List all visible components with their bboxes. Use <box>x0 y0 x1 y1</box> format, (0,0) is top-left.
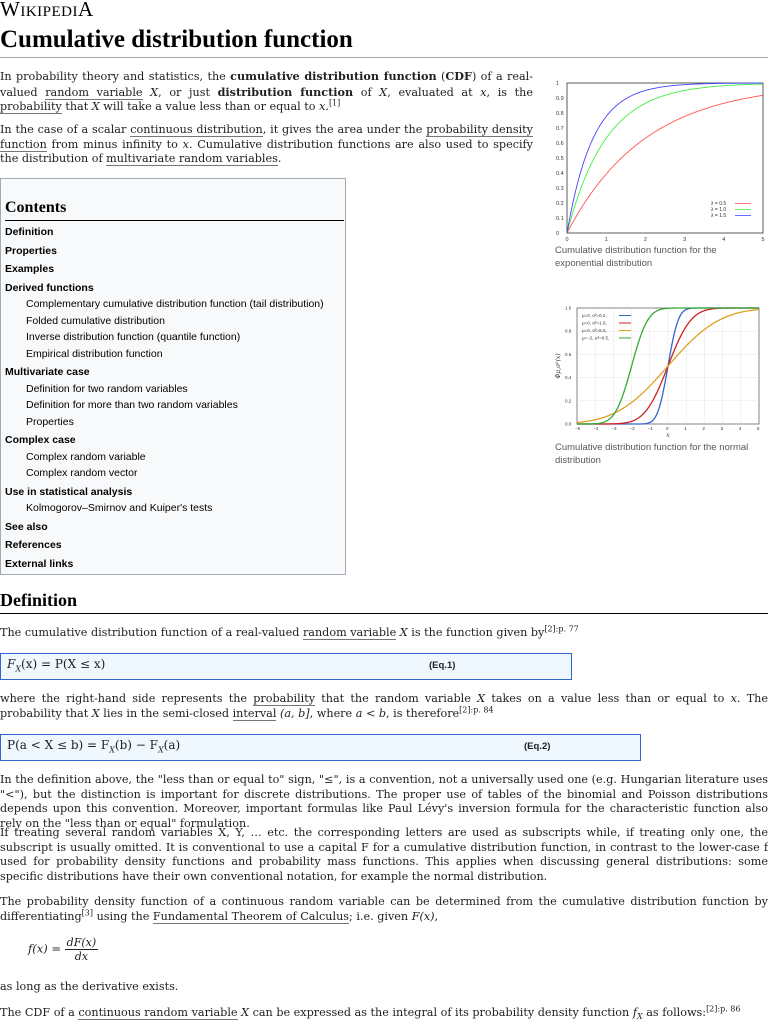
exp-xtick-label: 4 <box>722 237 726 243</box>
definition-paragraph-6: as long as the derivative exists. <box>0 980 179 993</box>
normal-legend-label: μ=−2, σ²=0.5, <box>582 335 610 341</box>
toc-item[interactable]: Folded cumulative distribution <box>26 314 165 327</box>
toc-divider <box>5 220 344 221</box>
normal-cdf-caption: Cumulative distribution function for the normal distribution <box>555 442 749 466</box>
exp-ytick-label: 0 <box>556 231 560 237</box>
link-interval[interactable]: interval <box>232 706 277 720</box>
section-heading-definition: Definition <box>0 590 78 610</box>
normal-legend-label: μ=0, σ²=5.0, <box>582 328 607 333</box>
toc-item[interactable]: References <box>5 539 62 551</box>
equation-3: f(x) = $\frac{dF(x)}{dx}$ <box>28 936 97 963</box>
definition-paragraph-5: The probability density function of a continuous random variable can be determined from the cumulative distribution function by differentiating[3] using the Fundamental Theorem of Calculus; i.e. given F(x), <box>0 895 768 923</box>
normal-cdf-figure[interactable] <box>555 302 765 442</box>
definition-paragraph-1: The cumulative distribution function of a real-valued random variable X is the function given $by^{[2]:p. 77}$ <box>0 624 579 639</box>
toc-item[interactable]: Complementary cumulative distribution function (tail distribution) <box>26 298 324 310</box>
equation-2-tag: (Eq.2) <box>524 741 551 752</box>
exp-ytick-label: 1 <box>556 81 560 87</box>
toc-item[interactable]: Definition <box>5 226 54 238</box>
equation-1-box <box>0 653 572 680</box>
exp-ytick-label: 0.5 <box>556 156 564 162</box>
equation-2-box <box>0 734 641 761</box>
normal-xtick-label: −5 <box>575 426 581 431</box>
wordmark-letters: IKIPEDI <box>20 4 78 20</box>
definition-paragraph-2: where the right-hand side represents the probability that the random variable X takes on a value less than or equal to x. The probability that X lies in the semi-closed interval (a, b], where a < b, is therefore$^{[2]:p. 84}$ <box>0 692 768 720</box>
toc-item[interactable]: Examples <box>5 263 55 275</box>
section-divider <box>0 613 768 614</box>
normal-cdf-ylabel: Φμ,σ²(x) <box>555 353 562 379</box>
citation-1[interactable]: [1] <box>328 98 341 108</box>
exp-ytick-label: 0.3 <box>556 186 564 192</box>
exp-ytick-label: 0.9 <box>556 96 564 102</box>
toc-item[interactable]: Definition for two random variables <box>26 382 188 395</box>
toc-item[interactable]: Complex random vector <box>26 467 138 479</box>
toc-item[interactable]: Properties <box>26 415 74 428</box>
link-ftc[interactable]: Fundamental Theorem of Calculus <box>152 909 350 923</box>
citation-4[interactable]: [3] <box>81 907 94 917</box>
normal-ytick-label: 1.0 <box>565 305 572 311</box>
normal-xtick-label: −4 <box>593 426 599 431</box>
page-title: Cumulative distribution function <box>0 26 353 53</box>
exp-xtick-label: 1 <box>604 237 608 243</box>
table-of-contents <box>0 178 346 575</box>
normal-cdf-plot <box>555 302 765 442</box>
normal-xtick-label: −1 <box>647 426 653 431</box>
exponential-cdf-figure[interactable] <box>553 78 766 248</box>
exponential-cdf-caption: Cumulative distribution function for the exponential distribution <box>555 245 717 269</box>
exponential-cdf-plot <box>553 78 766 248</box>
exp-ytick-label: 0.1 <box>556 216 564 222</box>
normal-ytick-label: 0.8 <box>565 328 572 334</box>
exp-ytick-label: 0.8 <box>556 111 564 117</box>
toc-item[interactable]: Properties <box>5 244 57 257</box>
equation-2: $P(a < X \le b) = F_X(b) - F_X(a)$ <box>7 738 181 755</box>
normal-xtick-label: 4 <box>738 426 742 431</box>
toc-item[interactable]: Multivariate case <box>5 366 90 378</box>
normal-legend-label: μ=0, σ²=1.0, <box>582 320 607 326</box>
intro-paragraph-1: In probability theory and statistics, the cumulative distribution function (CDF) of a real-valued random variable X, or just distribution function of X, evaluated at x, is the probability that X will take a value less than or equal to x.[1] <box>0 69 533 113</box>
normal-xtick-label: 0 <box>666 426 669 431</box>
exp-xtick-label: 5 <box>761 237 765 243</box>
toc-title: Contents <box>5 199 67 216</box>
link-random-variable-2[interactable]: random variable <box>302 626 397 639</box>
exp-legend-label: λ = 1.0 <box>711 207 727 213</box>
wikipedia-wordmark[interactable] <box>0 0 94 22</box>
normal-xtick-label: 3 <box>720 426 724 431</box>
equation-1-tag: (Eq.1) <box>429 660 456 671</box>
toc-item[interactable]: Complex case <box>5 434 76 446</box>
normal-xtick-label: 5 <box>757 426 760 431</box>
link-pdf[interactable]: probability density function <box>0 123 533 151</box>
exp-ytick-label: 0.4 <box>556 171 564 177</box>
normal-xtick-label: −3 <box>611 426 617 431</box>
toc-item[interactable]: Inverse distribution function (quantile function) <box>26 331 241 343</box>
normal-xtick-label: −2 <box>629 426 635 431</box>
definition-paragraph-3: In the definition above, the "less than or equal to" sign, "≤", is a convention, not a universally used one (e.g. Hungarian literature uses "<"), but the distinction is important for discrete distributions. The proper use of tables of the binomial and Poisson distributions depends upon this convention. Moreover, important formulas like Paul Lévy's inversion formula for the characteristic function also rely on the "less than or equal" formulation. <box>0 773 768 830</box>
exp-xtick-label: 2 <box>643 237 647 243</box>
normal-cdf-xlabel: x <box>666 432 670 439</box>
definition-paragraph-7: The CDF of a continuous random variable X can be expressed as the integral of its probability density function $f_X$ as follows:$^{[2]:p. 86}$ <box>0 1004 741 1022</box>
citation-2[interactable]: [2]:p. 77 <box>544 624 579 634</box>
toc-item[interactable]: Definition for more than two random variables <box>26 399 238 411</box>
link-continuous-rv[interactable]: continuous random variable <box>78 1006 238 1019</box>
toc-item[interactable]: Empirical distribution function <box>26 347 163 360</box>
exp-xtick-label: 0 <box>565 237 569 243</box>
normal-xtick-label: 1 <box>684 426 687 431</box>
wordmark-letter: A <box>77 0 94 21</box>
exp-ytick-label: 0.2 <box>556 201 564 207</box>
wordmark-letter: W <box>0 0 21 21</box>
exp-ytick-label: 0.7 <box>556 126 564 132</box>
normal-legend-label: μ=0, σ²=0.2, <box>582 313 607 318</box>
exp-ytick-label: 0.6 <box>556 141 564 147</box>
toc-item[interactable]: Use in statistical analysis <box>5 485 133 498</box>
toc-item[interactable]: See also <box>5 520 48 533</box>
normal-ytick-label: 0.6 <box>565 351 572 357</box>
toc-item[interactable]: External links <box>5 557 74 570</box>
exp-xtick-label: 3 <box>683 237 687 243</box>
link-multivariate-rv[interactable]: multivariate random variables <box>106 152 278 165</box>
toc-item[interactable]: Complex random variable <box>26 450 146 463</box>
citation-3[interactable]: [2]:p. 84 <box>459 704 494 714</box>
exp-legend-label: λ = 0.5 <box>711 201 727 207</box>
intro-paragraph-2: In the case of a scalar continuous distribution, it gives the area under the probability density function from minus infinity to x. Cumulative distribution functions are also used to specify the distribution of multivariate random variables. <box>0 123 533 165</box>
toc-item[interactable]: Kolmogorov–Smirnov and Kuiper's tests <box>26 502 213 514</box>
citation-5[interactable]: [2]:p. 86 <box>706 1004 741 1014</box>
title-divider <box>0 57 768 58</box>
definition-paragraph-4: If treating several random variables X, Y, … etc. the corresponding letters are used as subscripts while, if treating only one, the subscript is usually omitted. It is conventional to use a capital F for a cumulative distribution function, in contrast to the lower-case f used for probability density functions and probability mass functions. This applies when discussing general distributions: some specific distributions have their own conventional notation, for example the normal distribution. <box>0 826 768 883</box>
normal-xtick-label: 2 <box>702 426 705 431</box>
link-probability[interactable]: probability <box>0 100 62 113</box>
normal-ytick-label: 0.0 <box>565 421 572 427</box>
normal-ytick-label: 0.4 <box>565 375 572 381</box>
normal-ytick-label: 0.2 <box>565 398 572 404</box>
equation-1: $F_X(x) = P(X \le x)$ <box>7 657 106 674</box>
link-probability-2[interactable]: probability <box>253 692 316 705</box>
link-random-variable[interactable]: random variable <box>45 85 143 99</box>
link-continuous-distribution[interactable]: continuous distribution <box>130 123 263 136</box>
toc-item[interactable]: Derived functions <box>5 281 94 294</box>
exp-legend-label: λ = 1.5 <box>711 213 727 219</box>
